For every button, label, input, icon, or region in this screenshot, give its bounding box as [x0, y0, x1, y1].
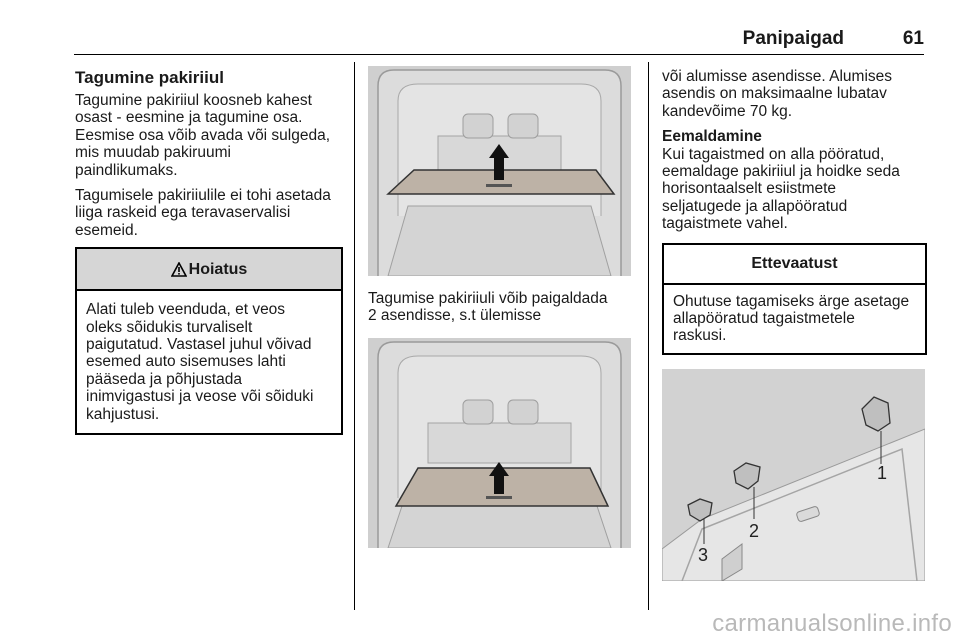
warning-triangle-icon — [171, 262, 187, 277]
section-title: Panipaigad — [742, 28, 844, 49]
heading: Tagumine pakiriiul — [75, 68, 224, 87]
caution-title: Ettevaatust — [664, 245, 925, 285]
column-divider — [648, 62, 649, 610]
warning-title: Hoiatus — [188, 260, 248, 278]
subheading: Eemaldamine — [662, 128, 762, 146]
label-2: 2 — [749, 521, 760, 541]
shelf-lower-position-illustration — [368, 338, 631, 548]
paragraph: Kui tagaistmed on alla pööratud, eemaldage pakiriiul ja hoidke seda horisontaalselt esiistmete seljatugede ja allapööratud tagaistmete vahel. — [662, 145, 900, 233]
paragraph: või alumisse asendisse. Alumises asendis on maksimaalne lubatav kandevõime 70 kg. — [662, 68, 893, 120]
watermark: carmanualsonline.info — [712, 610, 952, 637]
shelf-mount-points-illustration — [662, 369, 925, 581]
caution-box — [662, 243, 927, 355]
column-divider — [354, 62, 355, 610]
column-1 — [75, 68, 343, 435]
shelf-upper-position-illustration — [368, 66, 631, 276]
figure-caption: Tagumise pakiriiuli võib paigaldada 2 asendisse, s.t ülemisse — [368, 290, 608, 325]
warning-header — [77, 249, 341, 291]
header-divider — [74, 54, 924, 55]
column-3 — [662, 68, 927, 355]
page-number: 61 — [902, 28, 924, 49]
caution-text: Ohutuse tagamiseks ärge asetage allapööratud tagaistmetele raskusi. — [673, 292, 910, 345]
paragraph: Tagumisele pakiriiulile ei tohi asetada liiga raskeid ega teravaservalisi esemeid. — [75, 187, 331, 239]
label-3: 3 — [698, 545, 709, 565]
warning-text: Alati tuleb veenduda, et veos oleks sõidukis turvaliselt paigutatud. Vastasel juhul võivad esemed auto sisemuses lahti pääseda ja põhjustada inimvigastusi ja veose või sõiduki kahjustusi. — [86, 301, 314, 423]
warning-box — [75, 247, 343, 435]
label-1: 1 — [877, 463, 888, 483]
paragraph: Tagumine pakiriiul koosneb kahest osast - eesmine ja tagumine osa. Eesmise osa võib avada või sulgeda, mis muudab pakiruumi paindlikumaks. — [75, 92, 331, 179]
